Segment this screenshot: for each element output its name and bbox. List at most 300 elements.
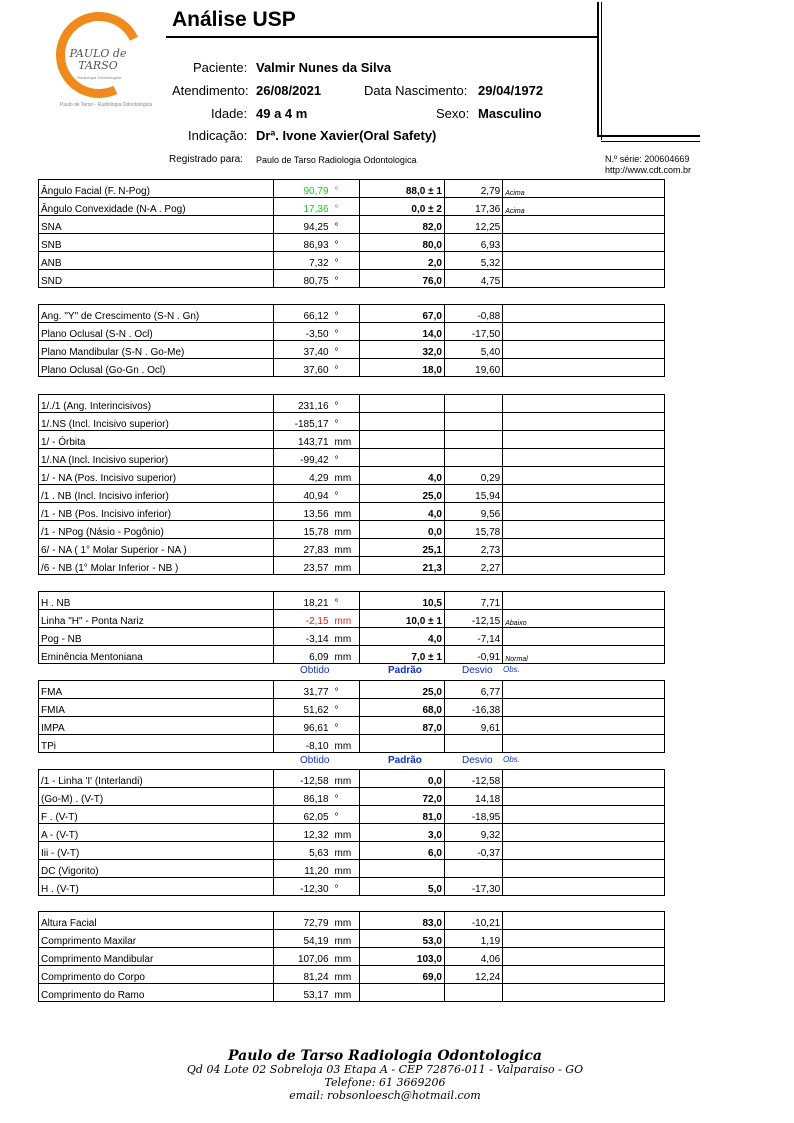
table-row bbox=[39, 966, 665, 984]
measure-unit: ° bbox=[334, 222, 339, 233]
measure-value: -3,14 bbox=[305, 634, 329, 645]
table-row bbox=[39, 521, 665, 539]
table-row bbox=[39, 788, 665, 806]
website: http://www.cdt.com.br bbox=[605, 165, 692, 175]
measure-label: Plano Mandibular (S-N . Go-Me) bbox=[39, 341, 274, 359]
patient-sex: Masculino bbox=[478, 106, 542, 121]
measure-value-cell bbox=[274, 860, 359, 878]
measure-value-cell bbox=[274, 234, 359, 252]
measure-deviation: -12,58 bbox=[444, 770, 502, 788]
measure-label: SNA bbox=[39, 216, 274, 234]
measure-unit: mm bbox=[334, 545, 352, 556]
measure-norm: 4,0 bbox=[359, 503, 444, 521]
table-row bbox=[39, 592, 665, 610]
measure-unit: mm bbox=[334, 830, 352, 841]
measure-label: FMIA bbox=[39, 699, 274, 717]
measure-label: /1 . NB (Incl. Incisivo inferior) bbox=[39, 485, 274, 503]
measure-deviation bbox=[444, 449, 502, 467]
measure-norm: 88,0 ± 1 bbox=[359, 180, 444, 198]
measure-unit: mm bbox=[334, 972, 352, 983]
measure-unit: ° bbox=[334, 186, 339, 197]
measure-deviation: 17,36 bbox=[444, 198, 502, 216]
measure-deviation: -18,95 bbox=[444, 806, 502, 824]
measure-norm: 6,0 bbox=[359, 842, 444, 860]
measure-unit: ° bbox=[334, 491, 339, 502]
measure-label: H . (V-T) bbox=[39, 878, 274, 896]
measure-value: 40,94 bbox=[303, 491, 329, 502]
measure-observation: Acima bbox=[503, 180, 665, 198]
label-registrado: Registrado para: bbox=[169, 154, 243, 165]
measure-unit: mm bbox=[334, 527, 352, 538]
measure-value-cell bbox=[274, 485, 359, 503]
measure-deviation: 2,27 bbox=[444, 557, 502, 575]
measure-norm: 5,0 bbox=[359, 878, 444, 896]
table-row bbox=[39, 305, 665, 323]
measure-deviation: 14,18 bbox=[444, 788, 502, 806]
measure-value: 37,40 bbox=[303, 347, 329, 358]
measure-value: 4,29 bbox=[309, 473, 329, 484]
measure-observation bbox=[503, 681, 665, 699]
measure-value: 17,36 bbox=[303, 204, 329, 215]
measure-deviation: -17,30 bbox=[444, 878, 502, 896]
measure-observation bbox=[503, 395, 665, 413]
measure-unit: ° bbox=[334, 812, 339, 823]
measure-label: Plano Oclusal (S-N . Ocl) bbox=[39, 323, 274, 341]
header-obs: Obs. bbox=[503, 755, 520, 764]
measure-unit: mm bbox=[334, 652, 352, 663]
measure-value-cell bbox=[274, 948, 359, 966]
table-row bbox=[39, 824, 665, 842]
measure-deviation bbox=[444, 395, 502, 413]
header-divider bbox=[166, 36, 598, 38]
measure-observation: Abaixo bbox=[503, 610, 665, 628]
measure-value-cell bbox=[274, 912, 359, 930]
table-row bbox=[39, 930, 665, 948]
measure-observation bbox=[503, 628, 665, 646]
measure-unit: ° bbox=[334, 240, 339, 251]
table-row bbox=[39, 467, 665, 485]
measure-deviation: 15,78 bbox=[444, 521, 502, 539]
table-row bbox=[39, 610, 665, 628]
table-row bbox=[39, 806, 665, 824]
measure-observation bbox=[503, 717, 665, 735]
measure-observation bbox=[503, 842, 665, 860]
measure-label: Comprimento do Corpo bbox=[39, 966, 274, 984]
table-row bbox=[39, 431, 665, 449]
table-row bbox=[39, 699, 665, 717]
measure-table bbox=[38, 179, 665, 288]
measure-unit: mm bbox=[334, 473, 352, 484]
measure-unit: ° bbox=[334, 311, 339, 322]
measure-deviation: 1,19 bbox=[444, 930, 502, 948]
measure-norm: 4,0 bbox=[359, 467, 444, 485]
measure-label: Ângulo Facial (F. N-Pog) bbox=[39, 180, 274, 198]
measure-deviation: 4,06 bbox=[444, 948, 502, 966]
measure-norm: 0,0 ± 2 bbox=[359, 198, 444, 216]
measure-label: Pog - NB bbox=[39, 628, 274, 646]
measure-label: SND bbox=[39, 270, 274, 288]
measure-value: 11,20 bbox=[304, 866, 329, 877]
table-row bbox=[39, 198, 665, 216]
measure-deviation: 12,25 bbox=[444, 216, 502, 234]
measure-unit: mm bbox=[334, 848, 352, 859]
label-paciente: Paciente: bbox=[193, 60, 248, 75]
measure-deviation: 5,32 bbox=[444, 252, 502, 270]
measure-observation bbox=[503, 912, 665, 930]
measure-table bbox=[38, 394, 665, 575]
measure-unit: mm bbox=[334, 509, 352, 520]
column-header-row bbox=[38, 755, 665, 769]
table-row bbox=[39, 770, 665, 788]
measure-observation bbox=[503, 878, 665, 896]
measure-value: -2,15 bbox=[305, 616, 329, 627]
label-idade: Idade: bbox=[211, 106, 248, 121]
measure-norm: 21,3 bbox=[359, 557, 444, 575]
measure-deviation: 15,94 bbox=[444, 485, 502, 503]
measure-label: 6/ - NA ( 1° Molar Superior - NA ) bbox=[39, 539, 274, 557]
measure-unit: mm bbox=[334, 741, 352, 752]
table-row bbox=[39, 842, 665, 860]
measure-norm bbox=[359, 860, 444, 878]
measure-label: Comprimento Maxilar bbox=[39, 930, 274, 948]
measure-observation bbox=[503, 699, 665, 717]
measure-unit: ° bbox=[334, 884, 339, 895]
measure-value: 15,78 bbox=[303, 527, 329, 538]
measure-value: 80,75 bbox=[303, 276, 329, 287]
measure-value-cell bbox=[274, 878, 359, 896]
measure-norm: 0,0 bbox=[359, 521, 444, 539]
measure-observation bbox=[503, 824, 665, 842]
measure-observation bbox=[503, 770, 665, 788]
measure-value-cell bbox=[274, 180, 359, 198]
measure-value-cell bbox=[274, 198, 359, 216]
logo-text: PAULO de TARSO bbox=[69, 47, 127, 72]
measure-value-cell bbox=[274, 930, 359, 948]
table-row bbox=[39, 359, 665, 377]
measure-value: 94,25 bbox=[303, 222, 329, 233]
measure-observation bbox=[503, 252, 665, 270]
measure-observation bbox=[503, 359, 665, 377]
measure-deviation: 7,71 bbox=[444, 592, 502, 610]
measure-value-cell bbox=[274, 646, 359, 664]
measure-unit: mm bbox=[334, 634, 352, 645]
measure-deviation bbox=[444, 860, 502, 878]
measure-value-cell bbox=[274, 806, 359, 824]
measure-value: 23,57 bbox=[303, 563, 329, 574]
measure-label: 1/ - NA (Pos. Incisivo superior) bbox=[39, 467, 274, 485]
measure-unit: ° bbox=[334, 204, 339, 215]
measure-norm: 69,0 bbox=[359, 966, 444, 984]
header-frame-line bbox=[597, 135, 700, 137]
footer-clinic-name: Paulo de Tarso Radiologia Odontologica bbox=[228, 1048, 542, 1064]
measure-observation bbox=[503, 323, 665, 341]
label-nascimento: Data Nascimento: bbox=[364, 83, 468, 98]
measure-unit: ° bbox=[334, 276, 339, 287]
measure-value: 27,83 bbox=[303, 545, 329, 556]
measure-value-cell bbox=[274, 395, 359, 413]
measure-unit: ° bbox=[334, 347, 339, 358]
table-row bbox=[39, 735, 665, 753]
measure-label: Ang. "Y" de Crescimento (S-N . Gn) bbox=[39, 305, 274, 323]
table-row bbox=[39, 878, 665, 896]
measure-deviation: 6,77 bbox=[444, 681, 502, 699]
measure-value: 86,18 bbox=[303, 794, 329, 805]
measure-value: 86,93 bbox=[303, 240, 329, 251]
measure-label: /1 - NB (Pos. Incisivo inferior) bbox=[39, 503, 274, 521]
measure-unit: mm bbox=[334, 776, 352, 787]
measure-label: /1 - NPog (Násio - Pogônio) bbox=[39, 521, 274, 539]
measure-value: 231,16 bbox=[297, 401, 329, 412]
measure-label: 1/.NS (Incl. Incisivo superior) bbox=[39, 413, 274, 431]
measure-norm: 14,0 bbox=[359, 323, 444, 341]
table-row bbox=[39, 646, 665, 664]
table-row bbox=[39, 216, 665, 234]
measure-value: 13,56 bbox=[303, 509, 329, 520]
measure-value: -99,42 bbox=[300, 455, 329, 466]
table-row bbox=[39, 395, 665, 413]
measure-unit: mm bbox=[334, 990, 352, 1001]
measure-value-cell bbox=[274, 966, 359, 984]
measure-value-cell bbox=[274, 359, 359, 377]
table-row bbox=[39, 539, 665, 557]
measure-deviation bbox=[444, 735, 502, 753]
measure-label: (Go-M) . (V-T) bbox=[39, 788, 274, 806]
table-row bbox=[39, 485, 665, 503]
measure-deviation: -17,50 bbox=[444, 323, 502, 341]
measure-norm bbox=[359, 413, 444, 431]
measure-unit: ° bbox=[334, 365, 339, 376]
measure-value: -12,58 bbox=[300, 776, 329, 787]
measure-label: Comprimento do Ramo bbox=[39, 984, 274, 1002]
measure-deviation: 19,60 bbox=[444, 359, 502, 377]
measure-deviation bbox=[444, 431, 502, 449]
table-row bbox=[39, 341, 665, 359]
measure-value: 72,79 bbox=[303, 918, 329, 929]
label-atendimento: Atendimento: bbox=[172, 83, 249, 98]
table-row bbox=[39, 270, 665, 288]
measure-unit: ° bbox=[334, 794, 339, 805]
footer-address: Qd 04 Lote 02 Sobreloja 03 Etapa A - CEP 72876-011 - Valparaiso - GO bbox=[186, 1063, 584, 1076]
measure-deviation bbox=[444, 413, 502, 431]
measure-norm: 25,0 bbox=[359, 485, 444, 503]
measure-value-cell bbox=[274, 305, 359, 323]
measure-value-cell bbox=[274, 449, 359, 467]
measure-deviation: -10,21 bbox=[444, 912, 502, 930]
measure-unit: mm bbox=[334, 437, 352, 448]
measure-label: 1/ - Órbita bbox=[39, 431, 274, 449]
measure-norm bbox=[359, 449, 444, 467]
measure-value: 18,21 bbox=[303, 598, 329, 609]
measure-value: -3,50 bbox=[305, 329, 329, 340]
measure-label: Comprimento Mandibular bbox=[39, 948, 274, 966]
measure-norm: 7,0 ± 1 bbox=[359, 646, 444, 664]
measure-norm: 2,0 bbox=[359, 252, 444, 270]
measure-norm: 87,0 bbox=[359, 717, 444, 735]
measure-unit: mm bbox=[334, 918, 352, 929]
measure-label: DC (Vigorito) bbox=[39, 860, 274, 878]
measure-observation bbox=[503, 305, 665, 323]
measure-deviation: 5,40 bbox=[444, 341, 502, 359]
logo-subtitle: Radiologia Odontologica bbox=[77, 75, 121, 80]
measure-value: -8,10 bbox=[305, 741, 329, 752]
measure-deviation: -0,88 bbox=[444, 305, 502, 323]
table-row bbox=[39, 912, 665, 930]
measure-value: -185,17 bbox=[294, 419, 329, 430]
measure-observation: Acima bbox=[503, 198, 665, 216]
measure-value-cell bbox=[274, 717, 359, 735]
measure-unit: mm bbox=[334, 936, 352, 947]
measure-unit: mm bbox=[334, 866, 352, 877]
measure-deviation: 9,32 bbox=[444, 824, 502, 842]
measure-value-cell bbox=[274, 788, 359, 806]
measure-observation bbox=[503, 948, 665, 966]
measure-table bbox=[38, 680, 665, 753]
measure-deviation bbox=[444, 984, 502, 1002]
table-row bbox=[39, 252, 665, 270]
table-row bbox=[39, 681, 665, 699]
measure-value-cell bbox=[274, 270, 359, 288]
measure-observation bbox=[503, 234, 665, 252]
measure-value: 96,61 bbox=[303, 723, 329, 734]
measure-value: 62,05 bbox=[303, 812, 329, 823]
measure-unit: mm bbox=[334, 954, 352, 965]
measure-value: -12,30 bbox=[300, 884, 329, 895]
measure-value-cell bbox=[274, 341, 359, 359]
measure-value-cell bbox=[274, 824, 359, 842]
measure-deviation: -0,91 bbox=[444, 646, 502, 664]
referring-doctor: Drª. Ivone Xavier(Oral Safety) bbox=[256, 128, 437, 143]
measure-table bbox=[38, 769, 665, 896]
measure-deviation: 9,61 bbox=[444, 717, 502, 735]
measure-deviation: 2,73 bbox=[444, 539, 502, 557]
header-obs: Obs. bbox=[503, 665, 520, 674]
measure-label: IMPA bbox=[39, 717, 274, 735]
measure-value: 66,12 bbox=[303, 311, 329, 322]
table-row bbox=[39, 449, 665, 467]
measure-value-cell bbox=[274, 252, 359, 270]
measure-norm: 81,0 bbox=[359, 806, 444, 824]
measure-unit: ° bbox=[334, 723, 339, 734]
measure-value: 7,32 bbox=[309, 258, 329, 269]
measure-norm: 83,0 bbox=[359, 912, 444, 930]
measure-value-cell bbox=[274, 842, 359, 860]
footer-phone: Telefone: 61 3669206 bbox=[324, 1076, 446, 1089]
measure-norm: 103,0 bbox=[359, 948, 444, 966]
measure-deviation: -12,15 bbox=[444, 610, 502, 628]
measure-observation bbox=[503, 984, 665, 1002]
measure-observation bbox=[503, 431, 665, 449]
table-row bbox=[39, 948, 665, 966]
measure-value: 107,06 bbox=[297, 954, 329, 965]
measure-value-cell bbox=[274, 521, 359, 539]
measure-label: Eminência Mentoniana bbox=[39, 646, 274, 664]
measure-norm: 67,0 bbox=[359, 305, 444, 323]
birth-date: 29/04/1972 bbox=[478, 83, 544, 98]
measure-value-cell bbox=[274, 592, 359, 610]
measure-deviation: 2,79 bbox=[444, 180, 502, 198]
measure-deviation: 9,56 bbox=[444, 503, 502, 521]
measure-unit: ° bbox=[334, 401, 339, 412]
footer bbox=[0, 1050, 770, 1102]
measure-value-cell bbox=[274, 681, 359, 699]
footer-email: email: robsonloesch@hotmail.com bbox=[289, 1089, 481, 1102]
measure-observation bbox=[503, 966, 665, 984]
measure-norm: 25,0 bbox=[359, 681, 444, 699]
measure-norm bbox=[359, 735, 444, 753]
measure-label: ANB bbox=[39, 252, 274, 270]
header-obtido: Obtido bbox=[300, 665, 330, 676]
measure-value-cell bbox=[274, 628, 359, 646]
measure-norm: 10,5 bbox=[359, 592, 444, 610]
table-row bbox=[39, 323, 665, 341]
measure-value-cell bbox=[274, 557, 359, 575]
label-sexo: Sexo: bbox=[436, 106, 470, 121]
measure-table bbox=[38, 304, 665, 377]
measure-label: 1/.NA (Incl. Incisivo superior) bbox=[39, 449, 274, 467]
measure-value-cell bbox=[274, 216, 359, 234]
measure-value-cell bbox=[274, 735, 359, 753]
table-row bbox=[39, 557, 665, 575]
measure-value: 12,32 bbox=[303, 830, 329, 841]
measure-observation bbox=[503, 592, 665, 610]
table-row bbox=[39, 628, 665, 646]
measure-value-cell bbox=[274, 610, 359, 628]
header-frame-line bbox=[601, 2, 602, 140]
measure-observation bbox=[503, 449, 665, 467]
header-frame-line bbox=[597, 2, 599, 136]
header-padrao: Padrão bbox=[388, 755, 422, 766]
measure-label: Plano Oclusal (Go-Gn . Ocl) bbox=[39, 359, 274, 377]
measure-label: Ângulo Convexidade (N-A . Pog) bbox=[39, 198, 274, 216]
measure-deviation: 12,24 bbox=[444, 966, 502, 984]
measure-value: 37,60 bbox=[303, 365, 329, 376]
measure-norm: 68,0 bbox=[359, 699, 444, 717]
patient-name: Valmir Nunes da Silva bbox=[256, 60, 392, 75]
measure-value-cell bbox=[274, 467, 359, 485]
measure-norm: 80,0 bbox=[359, 234, 444, 252]
measure-value-cell bbox=[274, 699, 359, 717]
table-row bbox=[39, 984, 665, 1002]
table-row bbox=[39, 503, 665, 521]
measure-label: Linha "H" - Ponta Nariz bbox=[39, 610, 274, 628]
measure-norm: 32,0 bbox=[359, 341, 444, 359]
measure-value-cell bbox=[274, 323, 359, 341]
measure-label: F . (V-T) bbox=[39, 806, 274, 824]
measure-observation bbox=[503, 270, 665, 288]
measure-value-cell bbox=[274, 539, 359, 557]
measure-norm: 25,1 bbox=[359, 539, 444, 557]
measure-value: 54,19 bbox=[303, 936, 329, 947]
header-obtido: Obtido bbox=[300, 755, 330, 766]
measure-value: 53,17 bbox=[303, 990, 329, 1001]
measure-norm: 3,0 bbox=[359, 824, 444, 842]
serial-number: N.º série: 200604669 bbox=[605, 154, 690, 164]
attendance-date: 26/08/2021 bbox=[256, 83, 322, 98]
measure-value-cell bbox=[274, 413, 359, 431]
measure-unit: ° bbox=[334, 329, 339, 340]
measure-deviation: 4,75 bbox=[444, 270, 502, 288]
measure-deviation: -7,14 bbox=[444, 628, 502, 646]
logo-tagline: Paulo de Tarso - Radiologia Odontologica bbox=[59, 102, 153, 108]
measure-deviation: 6,93 bbox=[444, 234, 502, 252]
measure-observation bbox=[503, 539, 665, 557]
measure-observation: Normal bbox=[503, 646, 665, 664]
measure-norm bbox=[359, 431, 444, 449]
measure-norm bbox=[359, 395, 444, 413]
measure-observation bbox=[503, 485, 665, 503]
measure-value-cell bbox=[274, 503, 359, 521]
measure-label: H . NB bbox=[39, 592, 274, 610]
